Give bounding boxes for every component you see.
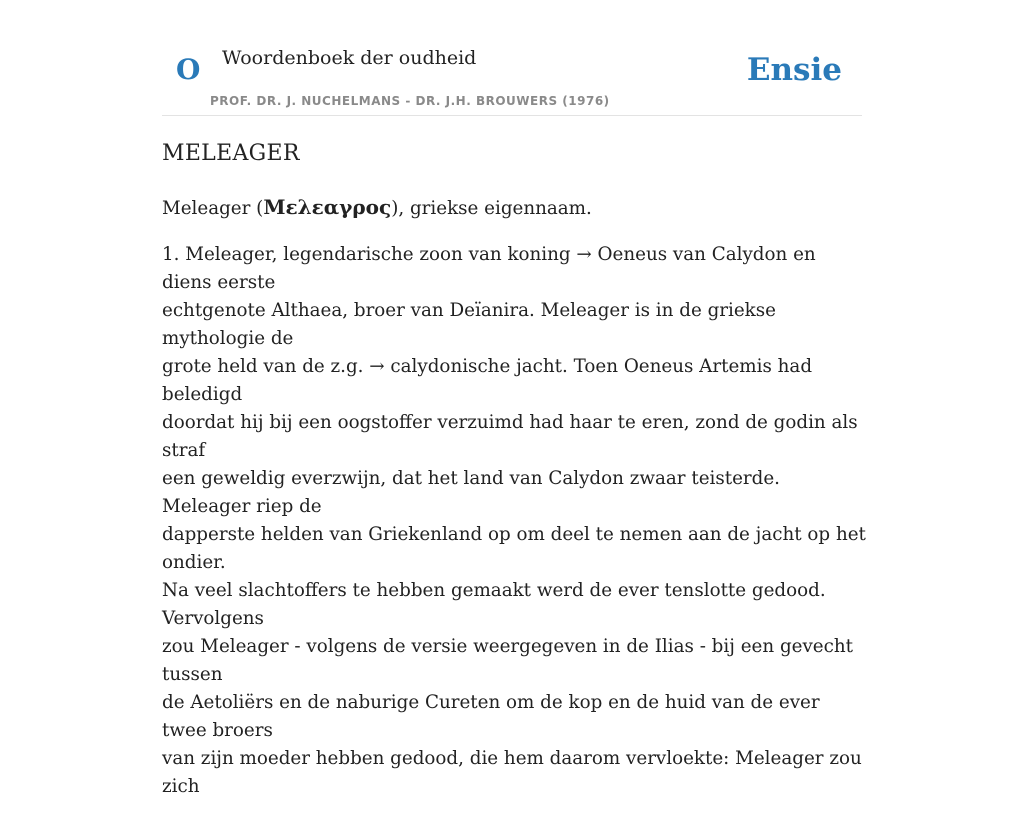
ensie-logo[interactable]: Ensie (746, 52, 842, 88)
body-line: 1. Meleager, legendarische zoon van koning → Oeneus van Calydon en diens eerste (162, 244, 816, 293)
book-title[interactable]: Woordenboek der oudheid (222, 47, 477, 69)
greek-name: Μελεαγρος (263, 195, 392, 219)
intro-text-before: Meleager ( (162, 198, 264, 219)
body-line: een geweldig everzwijn, dat het land van Calydon zwaar teisterde. Meleager riep de (162, 468, 780, 517)
body-line: echtgenote Althaea, broer van Deïanira. Meleager is in de griekse mythologie de (162, 300, 776, 349)
entry-body (162, 241, 867, 801)
entry-intro (162, 193, 867, 223)
body-line: Na veel slachtoffers te hebben gemaakt werd de ever tenslotte gedood. Vervolgens (162, 580, 826, 629)
body-line: zou Meleager - volgens de versie weergegeven in de Ilias - bij een gevecht tussen (162, 636, 853, 685)
body-line: grote held van de z.g. → calydonische jacht. Toen Oeneus Artemis had beledigd (162, 356, 813, 405)
letter-index[interactable]: O (176, 53, 201, 86)
body-line: de Aetoliërs en de naburige Cureten om de kop en de huid van de ever twee broers (162, 692, 820, 741)
body-line: dapperste helden van Griekenland op om deel te nemen aan de jacht op het ondier. (162, 524, 866, 573)
entry-title: MELEAGER (162, 141, 300, 166)
entry-content (162, 140, 867, 819)
intro-text-after: ), griekse eigennaam. (391, 198, 592, 219)
body-line: doordat hij bij een oogstoffer verzuimd had haar te eren, zond de godin als straf (162, 412, 858, 461)
book-authors: PROF. DR. J. NUCHELMANS - DR. J.H. BROUWERS (1976) (210, 94, 610, 108)
book-header (162, 40, 862, 116)
body-line: van zijn moeder hebben gedood, die hem daarom vervloekte: Meleager zou zich (162, 748, 862, 797)
